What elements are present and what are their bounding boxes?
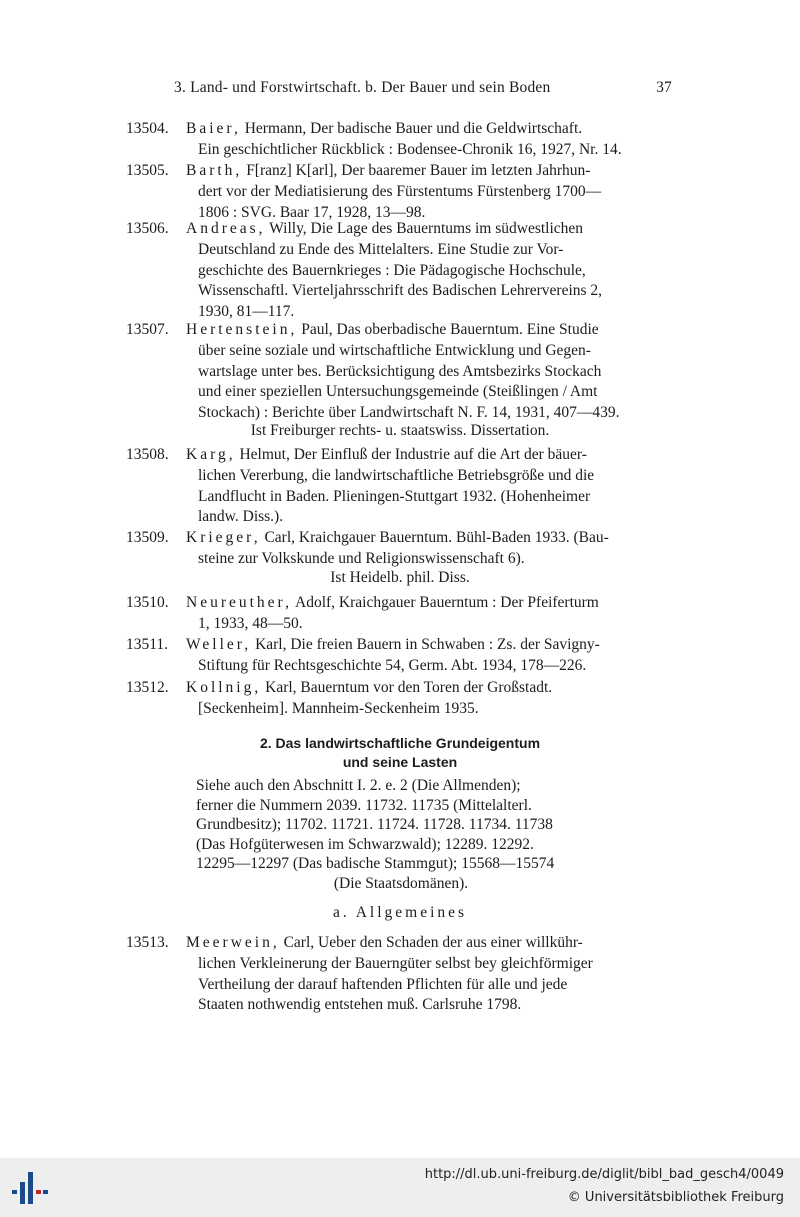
- see-also-line: (Das Hofgüterwesen im Schwarzwald); 12289. 12292.: [196, 835, 534, 853]
- bibliography-entry: [126, 678, 674, 720]
- bibliography-entry: [126, 593, 674, 635]
- entry-text-line: Carl, Kraichgauer Bauerntum. Bühl-Baden 1933. (Bau-: [264, 529, 609, 546]
- entry-number: 13509.: [126, 529, 169, 546]
- bibliography-entry: [126, 528, 674, 570]
- entry-text-line: lichen Vererbung, die landwirtschaftliche Betriebsgröße und die: [198, 466, 595, 484]
- see-also-line: Grundbesitz); 11702. 11721. 11724. 11728. 11734. 11738: [196, 816, 553, 834]
- see-also-line: Siehe auch den Abschnitt I. 2. e. 2 (Die Allmenden);: [196, 777, 521, 794]
- entry-text-line: wartslage unter bes. Berücksichtigung des Amtsbezirks Stockach: [198, 362, 602, 380]
- entry-text-line: Staaten nothwendig entstehen muß. Carlsruhe 1798.: [198, 996, 522, 1014]
- entry-author: Meerwein,: [186, 934, 280, 951]
- section-heading: [126, 734, 674, 772]
- bibliography-entry: [126, 933, 674, 1016]
- entry-author: Hertenstein,: [186, 321, 298, 338]
- entry-number: 13513.: [126, 934, 169, 951]
- entry-author: Weller,: [186, 636, 252, 653]
- entry-author: Karg,: [186, 446, 236, 463]
- entry-text-line: Paul, Das oberbadische Bauerntum. Eine Studie: [301, 321, 599, 338]
- entry-number: 13507.: [126, 321, 169, 338]
- entry-text-line: Willy, Die Lage des Bauerntums im südwestlichen: [269, 220, 584, 237]
- section-title-line: 2. Das landwirtschaftliche Grundeigentum: [259, 735, 541, 751]
- subsection-heading: a. Allgemeines: [332, 904, 468, 921]
- entry-text-line: Karl, Die freien Bauern in Schwaben : Zs. der Savigny-: [255, 636, 600, 653]
- entry-text-line: Landflucht in Baden. Plieningen-Stuttgart 1932. (Hohenheimer: [198, 487, 591, 505]
- dissertation-note: Ist Heidelb. phil. Diss.: [330, 569, 470, 586]
- entry-number: 13510.: [126, 594, 169, 611]
- viewer-footer: [0, 1158, 800, 1217]
- running-header: [174, 79, 672, 97]
- document-url-link[interactable]: http://dl.ub.uni-freiburg.de/diglit/bibl_bad_gesch4/0049: [424, 1167, 784, 1182]
- see-also-paragraph: [196, 776, 606, 894]
- section-title-line: und seine Lasten: [342, 754, 458, 770]
- bibliography-entry: [126, 445, 674, 528]
- entry-text-line: 1, 1933, 48—50.: [198, 614, 303, 632]
- entry-text-line: [Seckenheim]. Mannheim-Seckenheim 1935.: [198, 699, 479, 717]
- entry-text-line: Hermann, Der badische Bauer und die Geldwirtschaft.: [244, 120, 583, 137]
- entry-number: 13508.: [126, 446, 169, 463]
- entry-author: Kollnig,: [186, 679, 262, 696]
- entry-text-line: Karl, Bauerntum vor den Toren der Großstadt.: [265, 679, 553, 696]
- entry-text-line: landw. Diss.).: [198, 508, 284, 526]
- dissertation-note: Ist Freiburger rechts- u. staatswiss. Dissertation.: [250, 422, 550, 439]
- entry-text-line: Deutschland zu Ende des Mittelalters. Eine Studie zur Vor-: [198, 240, 564, 258]
- entry-text-line: geschichte des Bauernkrieges : Die Pädagogische Hochschule,: [198, 261, 586, 279]
- bibliography-entry: [126, 320, 674, 424]
- entry-number: 13506.: [126, 220, 169, 237]
- entry-text-line: steine zur Volkskunde und Religionswissenschaft 6).: [198, 549, 525, 567]
- entry-text-line: lichen Verkleinerung der Bauerngüter selbst bey gleichförmiger: [198, 954, 593, 972]
- entry-number: 13504.: [126, 120, 169, 137]
- bibliography-entry: [126, 219, 674, 323]
- entry-text-line: dert vor der Mediatisierung des Fürstentums Fürstenberg 1700—: [198, 182, 602, 200]
- header-title: 3. Land- und Forstwirtschaft. b. Der Bauer und sein Boden: [174, 79, 551, 96]
- entry-text-line: und einer speziellen Untersuchungsgemeinde (Steißlingen / Amt: [198, 383, 598, 401]
- see-also-line: 12295—12297 (Das badische Stammgut); 15568—15574: [196, 855, 555, 873]
- entry-author: Andreas,: [186, 220, 266, 237]
- bibliography-entry: [126, 635, 674, 677]
- entry-text-line: Vertheilung der darauf haftenden Pflichten für alle und jede: [198, 975, 568, 993]
- see-also-line: ferner die Nummern 2039. 11732. 11735 (Mittelalterl.: [196, 796, 532, 814]
- entry-text-line: Ein geschichtlicher Rückblick : Bodensee-Chronik 16, 1927, Nr. 14.: [198, 140, 622, 158]
- entry-text-line: Stiftung für Rechtsgeschichte 54, Germ. Abt. 1934, 178—226.: [198, 656, 587, 674]
- entry-author: Neureuther,: [186, 594, 292, 611]
- entry-text-line: über seine soziale und wirtschaftliche Entwicklung und Gegen-: [198, 341, 591, 359]
- entry-text-line: Carl, Ueber den Schaden der aus einer willkühr-: [283, 934, 583, 951]
- entry-author: Krieger,: [186, 529, 261, 546]
- ub-freiburg-logo-icon: [10, 1168, 50, 1208]
- entry-text-line: Helmut, Der Einfluß der Industrie auf die Art der bäuer-: [239, 446, 587, 463]
- entry-text-line: 1806 : SVG. Baar 17, 1928, 13—98.: [198, 203, 426, 221]
- bibliography-entry: [126, 161, 674, 223]
- entry-number: 13511.: [126, 636, 169, 653]
- entry-number: 13505.: [126, 162, 169, 179]
- copyright-text: © Universitätsbibliothek Freiburg: [567, 1190, 784, 1205]
- see-also-line: (Die Staatsdomänen).: [333, 874, 469, 892]
- entry-text-line: Wissenschaftl. Vierteljahrsschrift des Badischen Lehrervereins 2,: [198, 282, 603, 300]
- entry-author: Barth,: [186, 162, 243, 179]
- entry-text-line: Adolf, Kraichgauer Bauerntum : Der Pfeiferturm: [295, 594, 599, 611]
- entry-number: 13512.: [126, 679, 169, 696]
- entry-text-line: F[ranz] K[arl], Der baaremer Bauer im letzten Jahrhun-: [246, 162, 591, 179]
- entry-text-line: Stockach) : Berichte über Landwirtschaft N. F. 14, 1931, 407—439.: [198, 404, 620, 422]
- bibliography-entry: [126, 119, 674, 161]
- entry-text-line: 1930, 81—117.: [198, 303, 295, 321]
- page-number: 37: [656, 79, 672, 96]
- entry-author: Baier,: [186, 120, 241, 137]
